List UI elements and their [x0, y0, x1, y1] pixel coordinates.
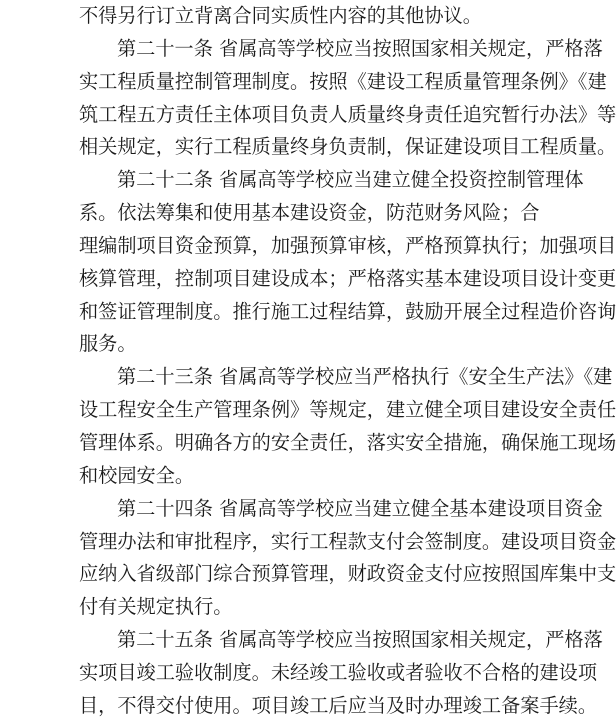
text-line: 实工程质量控制管理制度。按照《建设工程质量管理条例》《建	[79, 69, 607, 93]
article-22-first-line: 第二十二条 省属高等学校应当建立健全投资控制管理体	[117, 168, 584, 192]
text-line: 管理体系。明确各方的安全责任，落实安全措施，确保施工现场	[79, 430, 616, 454]
text-line: 和校园安全。	[79, 463, 195, 487]
text-line: 目，不得交付使用。项目竣工后应当及时办理竣工备案手续。	[79, 693, 598, 717]
text-line: 服务。	[79, 332, 137, 356]
text-line: 和签证管理制度。推行施工过程结算，鼓励开展全过程造价咨询	[79, 299, 616, 323]
article-25-first-line: 第二十五条 省属高等学校应当按照国家相关规定，严格落	[117, 628, 603, 652]
article-24-first-line: 第二十四条 省属高等学校应当建立健全基本建设项目资金	[117, 496, 603, 520]
text-line: 相关规定，实行工程质量终身负责制，保证建设项目工程质量。	[79, 135, 616, 159]
text-line: 筑工程五方责任主体项目负责人质量终身责任追究暂行办法》等	[79, 102, 616, 126]
article-23-first-line: 第二十三条 省属高等学校应当严格执行《安全生产法》《建	[117, 365, 613, 389]
text-line: 理编制项目资金预算，加强预算审核，严格预算执行；加强项目	[79, 233, 616, 257]
text-line: 核算管理，控制项目建设成本；严格落实基本建设项目设计变更	[79, 266, 616, 290]
text-line: 付有关规定执行。	[79, 595, 233, 619]
article-21-first-line: 第二十一条 省属高等学校应当按照国家相关规定，严格落	[117, 36, 603, 60]
text-line: 系。依法筹集和使用基本建设资金，防范财务风险；合	[79, 201, 540, 225]
text-line: 设工程安全生产管理条例》等规定，建立健全项目建设安全责任	[79, 398, 616, 422]
text-line: 管理办法和审批程序，实行工程款支付会签制度。建设项目资金	[79, 529, 616, 553]
text-line: 不得另行订立背离合同实质性内容的其他协议。	[79, 4, 482, 27]
text-line: 应纳入省级部门综合预算管理，财政资金支付应按照国库集中支	[79, 562, 616, 586]
text-line: 实项目竣工验收制度。未经竣工验收或者验收不合格的建设项	[79, 660, 598, 684]
